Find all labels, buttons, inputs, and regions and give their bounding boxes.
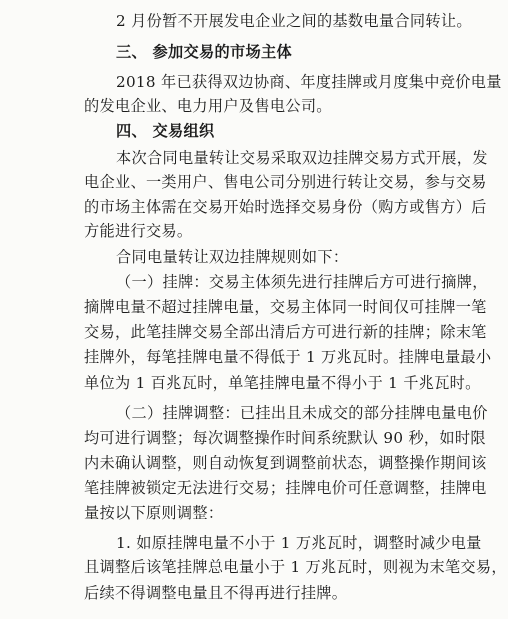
- paragraph-line: 的市场主体需在交易开始时选择交易身份（购方或售方）后: [84, 198, 487, 216]
- paragraph-line: 均可进行调整；每次调整操作时间系统默认 90 秒，如时限: [84, 429, 486, 447]
- paragraph-line: 后续不得调整电量且不得再进行挂牌。: [84, 584, 348, 602]
- paragraph-line: 且调整后该笔挂牌总电量小于 1 万兆瓦时，则视为末笔交易，: [84, 558, 507, 576]
- paragraph-line: 本次合同电量转让交易采取双边挂牌交易方式开展，发: [116, 149, 488, 167]
- paragraph-line: 单位为 1 百兆瓦时，单笔挂牌电量不得小于 1 千兆瓦时。: [84, 374, 481, 392]
- paragraph-line: 交易，此笔挂牌交易全部出清后方可进行新的挂牌；除末笔: [84, 323, 487, 341]
- paragraph-line: 2 月份暂不开展发电企业之间的基数电量合同转让。: [116, 12, 472, 30]
- paragraph-line: 2018 年已获得双边协商、年度挂牌或月度集中竞价电量: [116, 73, 502, 91]
- paragraph-line: 电企业、一类用户、售电公司分别进行转让交易，参与交易: [84, 173, 487, 191]
- paragraph-line: 量按以下原则调整：: [84, 504, 224, 522]
- paragraph-line: （一）挂牌：交易主体须先进行挂牌后方可进行摘牌，: [116, 273, 488, 291]
- paragraph-line: 摘牌电量不超过挂牌电量，交易主体同一时间仅可挂牌一笔: [84, 298, 487, 316]
- paragraph-line: （二）挂牌调整：已挂出且未成交的部分挂牌电量电价: [116, 404, 488, 422]
- section-heading: 三、 参加交易的市场主体: [116, 43, 292, 61]
- paragraph-line: 挂牌外，每笔挂牌电量不得低于 1 万兆瓦时。挂牌电量最小: [84, 348, 492, 366]
- paragraph-line: 合同电量转让双边挂牌规则如下：: [116, 248, 349, 266]
- paragraph-line: 的发电企业、电力用户及售电公司。: [84, 97, 332, 115]
- paragraph-line: 笔挂牌被锁定无法进行交易；挂牌电价可任意调整，挂牌电: [84, 479, 487, 497]
- paragraph-line: 方能进行交易。: [84, 222, 193, 240]
- paragraph-line: 1. 如原挂牌电量不小于 1 万兆瓦时，调整时减少电量: [116, 534, 482, 552]
- paragraph-line: 内未确认调整，则自动恢复到调整前状态，调整操作期间该: [84, 454, 487, 472]
- section-heading: 四、 交易组织: [116, 122, 215, 140]
